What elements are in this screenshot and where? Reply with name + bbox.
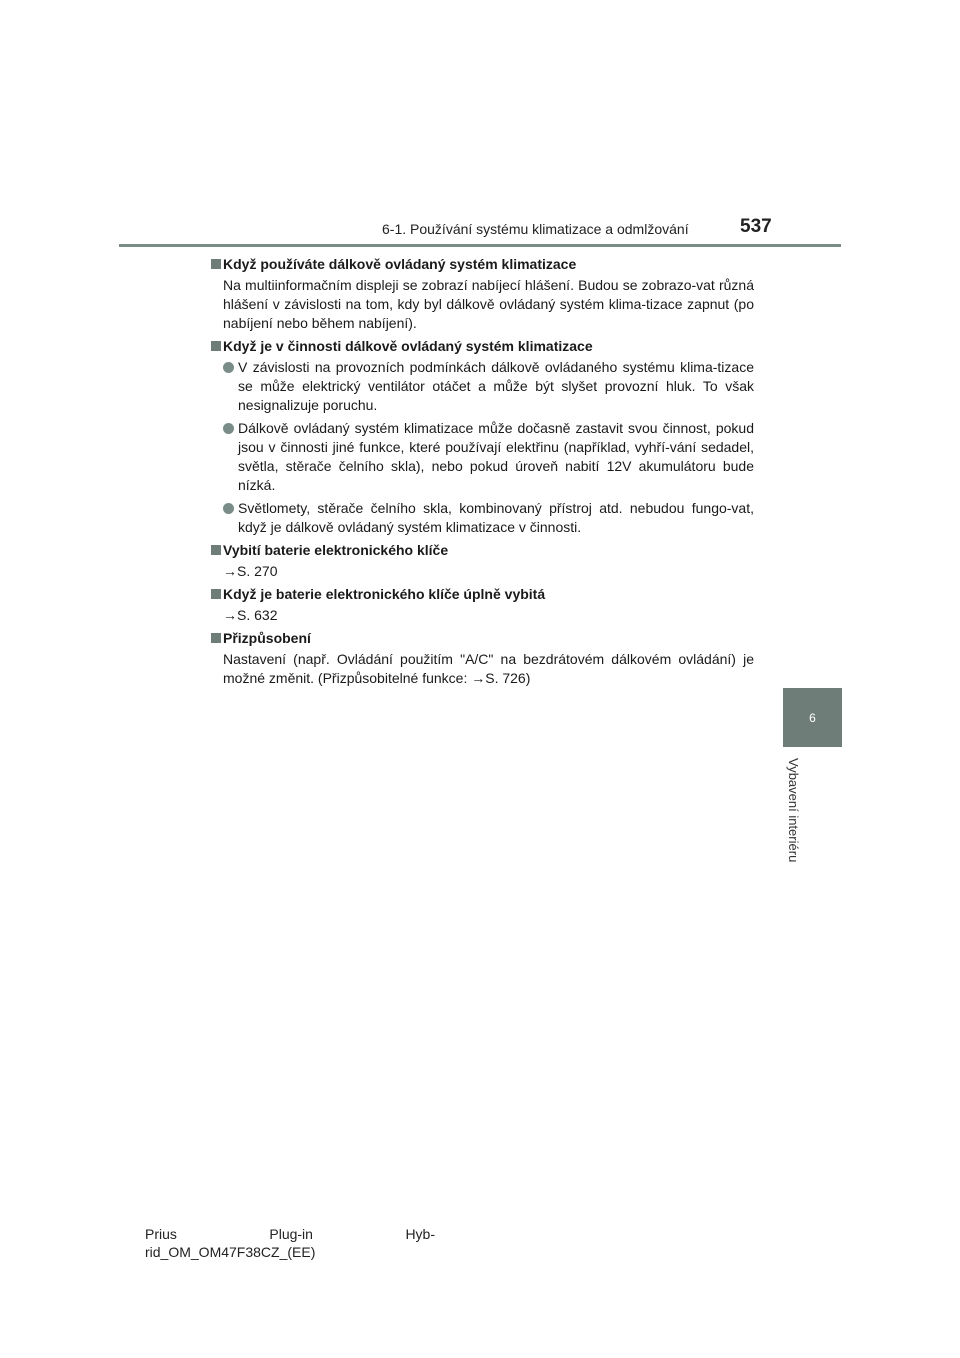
- section-heading-text: Když je baterie elektronického klíče úplně vybitá: [223, 586, 546, 602]
- footer-word: Hyb-: [405, 1226, 435, 1242]
- section-heading-text: Když je v činnosti dálkově ovládaný systém klimatizace: [223, 338, 593, 354]
- section-heading: [206, 541, 754, 560]
- section-heading: [206, 585, 754, 604]
- page-number: 537: [740, 216, 772, 237]
- square-bullet-icon: [211, 545, 221, 555]
- square-bullet-icon: [211, 341, 221, 351]
- circle-bullet-icon: [223, 423, 234, 434]
- list-item: [206, 499, 754, 537]
- section-customization: [206, 629, 754, 688]
- section-heading: [206, 337, 754, 356]
- section-heading-text: Když používáte dálkově ovládaný systém klimatizace: [223, 256, 577, 272]
- list-item-text: Světlomety, stěrače čelního skla, kombinovaný přístroj atd. nebudou fungo-vat, když je dálkově ovládaný systém klimatizace v činnosti.: [238, 500, 754, 535]
- chapter-tab-label: Vybavení interiéru: [786, 758, 801, 863]
- list-item: [206, 358, 754, 415]
- square-bullet-icon: [211, 589, 221, 599]
- section-heading: [206, 629, 754, 648]
- main-content: [206, 255, 754, 692]
- section-heading: [206, 255, 754, 274]
- page-reference-link[interactable]: →S. 270: [223, 563, 278, 579]
- section-key-battery-low: [206, 541, 754, 581]
- section-heading-text: Vybití baterie elektronického klíče: [223, 542, 449, 558]
- chapter-tab-number: 6: [809, 710, 816, 725]
- square-bullet-icon: [211, 633, 221, 643]
- section-paragraph: Na multiinformačním displeji se zobrazí nabíjecí hlášení. Budou se zobrazo-vat různá hlášení v závislosti na tom, kdy byl dálkově ovládaný systém klima-tizace zapnut (po nabíjení nebo během nabíjení).: [223, 277, 754, 331]
- header-divider: [119, 244, 841, 247]
- section-key-battery-empty: [206, 585, 754, 625]
- page-reference-link[interactable]: →S. 632: [223, 607, 278, 623]
- list-item-text: Dálkově ovládaný systém klimatizace může dočasně zastavit svou činnost, pokud jsou v činnosti jiné funkce, které používají elektřinu (například, vyhří-vání sedadel, světla, stěrače čelního skla), nebo pokud úroveň nabití 12V akumulátoru bude nízká.: [238, 420, 754, 493]
- list-item: [206, 419, 754, 495]
- footer-line: [145, 1225, 435, 1243]
- section-heading-text: Přizpůsobení: [223, 630, 311, 646]
- footer-line: rid_OM_OM47F38CZ_(EE): [145, 1244, 316, 1260]
- section-remote-ac-use: [206, 255, 754, 333]
- circle-bullet-icon: [223, 362, 234, 373]
- chapter-tab[interactable]: [783, 688, 842, 747]
- list-item-text: V závislosti na provozních podmínkách dálkově ovládaného systému klima-tizace se může elektrický ventilátor otáčet a může být slyšet provozní hluk. To však nesignalizuje poruchu.: [238, 359, 754, 413]
- document-footer: [145, 1225, 435, 1261]
- footer-word: Prius: [145, 1226, 177, 1242]
- page-header-title: 6-1. Používání systému klimatizace a odmlžování: [382, 221, 689, 237]
- section-paragraph: Nastavení (např. Ovládání použitím "A/C" na bezdrátovém dálkovém ovládání) je možné změnit. (Přizpůsobitelné funkce: →S. 726): [223, 651, 754, 686]
- section-remote-ac-active: [206, 337, 754, 537]
- footer-word: Plug-in: [269, 1226, 313, 1242]
- circle-bullet-icon: [223, 503, 234, 514]
- square-bullet-icon: [211, 259, 221, 269]
